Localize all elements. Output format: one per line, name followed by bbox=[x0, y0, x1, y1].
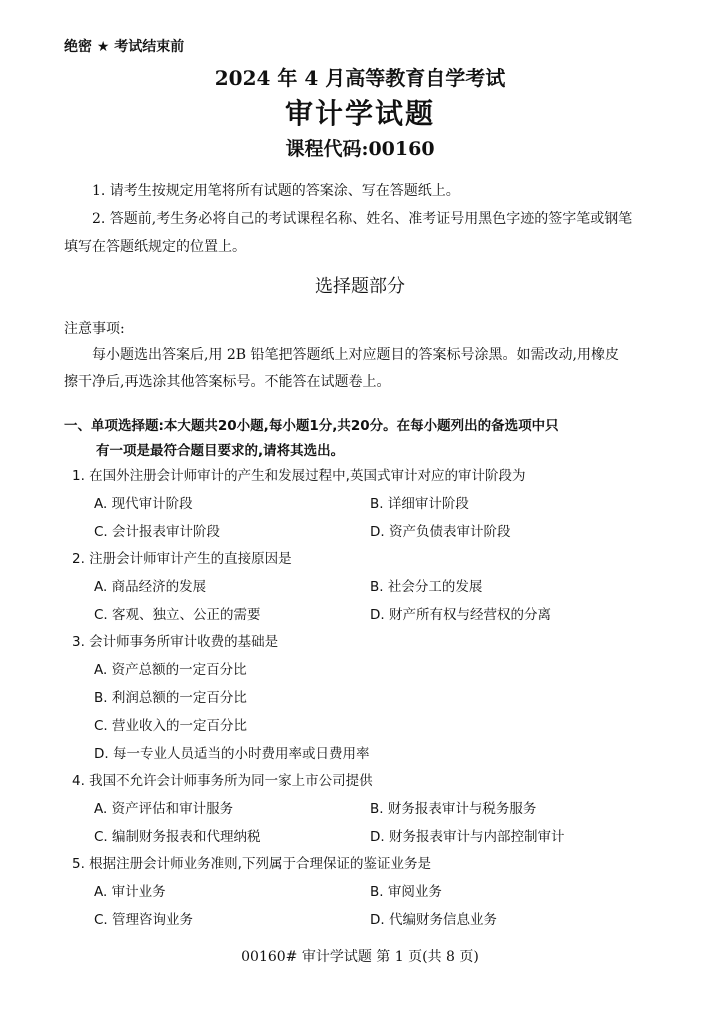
question-stem: 3. 会计师事务所审计收费的基础是 bbox=[72, 634, 279, 650]
page-footer: 00160# 审计学试题 第 1 页(共 8 页) bbox=[241, 949, 479, 965]
question-option: C. 营业收入的一定百分比 bbox=[94, 718, 248, 734]
question-option: C. 编制财务报表和代理纳税 bbox=[94, 829, 261, 845]
course-code: 课程代码:00160 bbox=[285, 138, 435, 160]
notice-label: 注意事项: bbox=[64, 321, 125, 337]
question-option: A. 审计业务 bbox=[94, 884, 166, 900]
question-option: B. 详细审计阶段 bbox=[370, 496, 469, 512]
question-option: A. 现代审计阶段 bbox=[94, 496, 193, 512]
question-option: C. 会计报表审计阶段 bbox=[94, 524, 221, 540]
exam-title: 2024 年 4 月高等教育自学考试 bbox=[214, 66, 506, 90]
question-stem: 5. 根据注册会计师业务准则,下列属于合理保证的鉴证业务是 bbox=[72, 856, 431, 872]
notice-line-2: 擦干净后,再选涂其他答案标号。不能答在试题卷上。 bbox=[64, 374, 391, 390]
question-option: D. 财务报表审计与内部控制审计 bbox=[370, 829, 565, 845]
question-option: A. 资产总额的一定百分比 bbox=[94, 662, 247, 678]
question-option: B. 社会分工的发展 bbox=[370, 579, 483, 595]
confidential-mark: 绝密 ★ 考试结束前 bbox=[64, 39, 185, 55]
question-option: A. 商品经济的发展 bbox=[94, 579, 207, 595]
instruction-2-continued: 填写在答题纸规定的位置上。 bbox=[64, 239, 246, 255]
part-one-heading: 一、单项选择题:本大题共20小题,每小题1分,共20分。在每小题列出的备选项中只 bbox=[64, 418, 559, 434]
question-option: C. 管理咨询业务 bbox=[94, 912, 194, 928]
question-stem: 4. 我国不允许会计师事务所为同一家上市公司提供 bbox=[72, 773, 373, 789]
question-stem: 2. 注册会计师审计产生的直接原因是 bbox=[72, 551, 292, 567]
part-one-heading-continued: 有一项是最符合题目要求的,请将其选出。 bbox=[96, 443, 345, 459]
question-option: D. 财产所有权与经营权的分离 bbox=[370, 607, 551, 623]
question-option: D. 代编财务信息业务 bbox=[370, 912, 497, 928]
instruction-1: 1. 请考生按规定用笔将所有试题的答案涂、写在答题纸上。 bbox=[92, 183, 460, 199]
subject-title: 审计学试题 bbox=[284, 97, 435, 130]
question-option: B. 利润总额的一定百分比 bbox=[94, 690, 247, 706]
question-option: C. 客观、独立、公正的需要 bbox=[94, 607, 261, 623]
question-option: D. 资产负债表审计阶段 bbox=[370, 524, 511, 540]
question-option: D. 每一专业人员适当的小时费用率或日费用率 bbox=[94, 746, 370, 762]
question-option: B. 审阅业务 bbox=[370, 884, 442, 900]
instruction-2: 2. 答题前,考生务必将自己的考试课程名称、姓名、准考证号用黑色字迹的签字笔或钢笔 bbox=[92, 211, 633, 227]
question-stem: 1. 在国外注册会计师审计的产生和发展过程中,英国式审计对应的审计阶段为 bbox=[72, 468, 526, 484]
section-title: 选择题部分 bbox=[315, 276, 405, 297]
notice-line-1: 每小题选出答案后,用 2B 铅笔把答题纸上对应题目的答案标号涂黑。如需改动,用橡皮 bbox=[92, 347, 619, 363]
question-option: A. 资产评估和审计服务 bbox=[94, 801, 234, 817]
question-option: B. 财务报表审计与税务服务 bbox=[370, 801, 537, 817]
